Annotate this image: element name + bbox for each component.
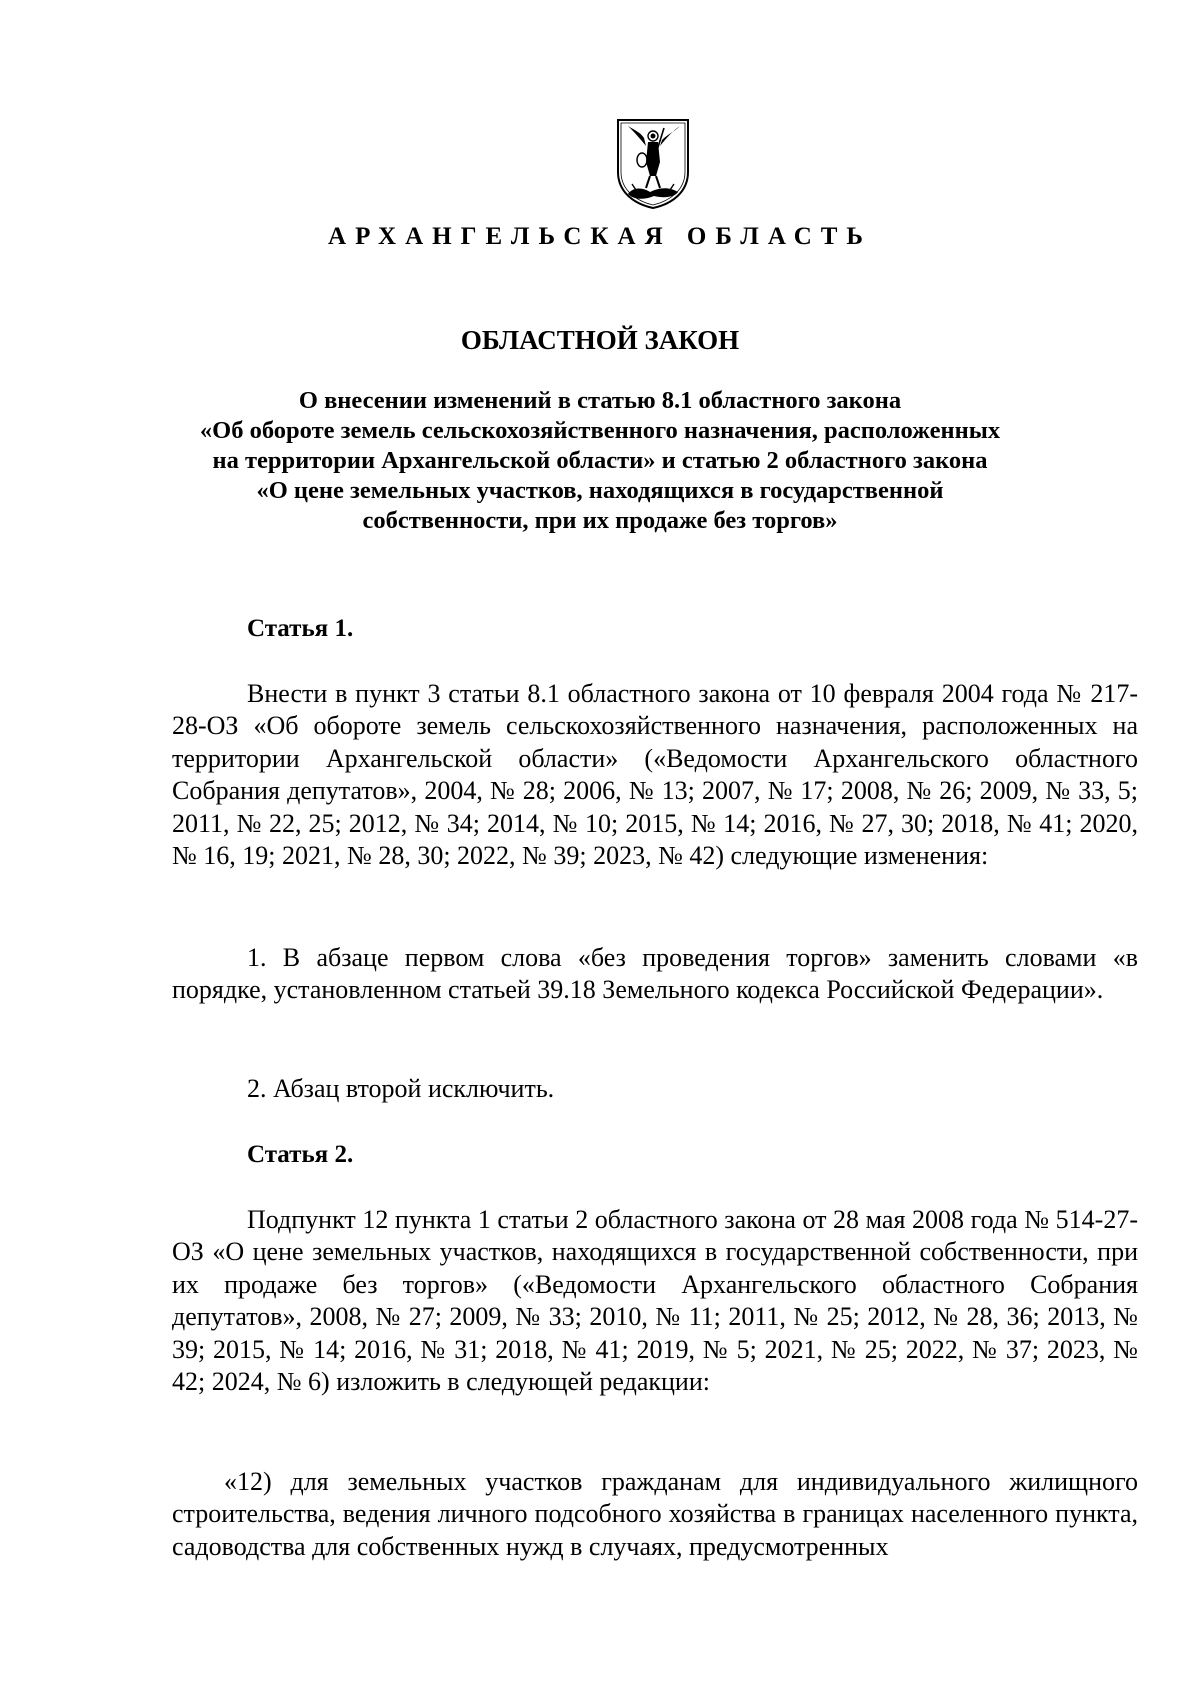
article-2-quote: «12) для земельных участков гражданам для индивидуального жилищного строительства, ведения личного подсобного хозяйства в границах населенного пункта, садоводства для собственных нужд в случаях, предусмотренных xyxy=(172,1467,1138,1561)
law-title xyxy=(160,386,1040,536)
law-title-line: «Об обороте земель сельскохозяйственного назначения, расположенных xyxy=(199,417,1001,444)
law-title-line: на территории Архангельской области» и статью 2 областного закона xyxy=(212,447,988,474)
article-1-intro: Внести в пункт 3 статьи 8.1 областного закона от 10 февраля 2004 года № 217-28-ОЗ «Об обороте земель сельскохозяйственного назначения, расположенных на территории Архангельской области» («Ведомости Архангельского областного Собрания депутатов», 2004, № 28; 2006, № 13; 2007, № 17; 2008, № 26; 2009, № 33, 5; 2011, № 22, 25; 2012, № 34; 2014, № 10; 2015, № 14; 2016, № 27, 30; 2018, № 41; 2020, № 16, 19; 2021, № 28, 30; 2022, № 39; 2023, № 42) следующие изменения: xyxy=(172,679,1138,871)
article-2-intro: Подпункт 12 пункта 1 статьи 2 областного закона от 28 мая 2008 года № 514-27-ОЗ «О цене земельных участков, находящихся в государственной собственности, при их продаже без торгов» («Ведомости Архангельского областного Собрания депутатов», 2008, № 27; 2009, № 33; 2010, № 11; 2011, № 25; 2012, № 28, 36; 2013, № 39; 2015, № 14; 2016, № 31; 2018, № 41; 2019, № 5; 2021, № 25; 2022, № 37; 2023, № 42; 2024, № 6) изложить в следующей редакции: xyxy=(172,1205,1138,1397)
law-type: ОБЛАСТНОЙ ЗАКОН xyxy=(460,325,740,355)
law-title-line: собственности, при их продаже без торгов» xyxy=(362,507,838,534)
law-title-line: О внесении изменений в статью 8.1 областного закона xyxy=(298,387,902,414)
article-1-item-1: 1. В абзаце первом слова «без проведения торгов» заменить словами «в порядке, установленном статьей 39.18 Земельного кодекса Российской Федерации». xyxy=(172,943,1138,1005)
article-2-heading: Статья 2. xyxy=(247,1141,354,1168)
article-1-heading: Статья 1. xyxy=(247,615,354,642)
article-1-item-2: 2. Абзац второй исключить. xyxy=(247,1074,555,1103)
coat-of-arms-icon xyxy=(614,116,692,210)
law-title-line: «О цене земельных участков, находящихся в государственной xyxy=(256,477,944,504)
region-name: АРХАНГЕЛЬСКАЯ ОБЛАСТЬ xyxy=(328,223,872,250)
